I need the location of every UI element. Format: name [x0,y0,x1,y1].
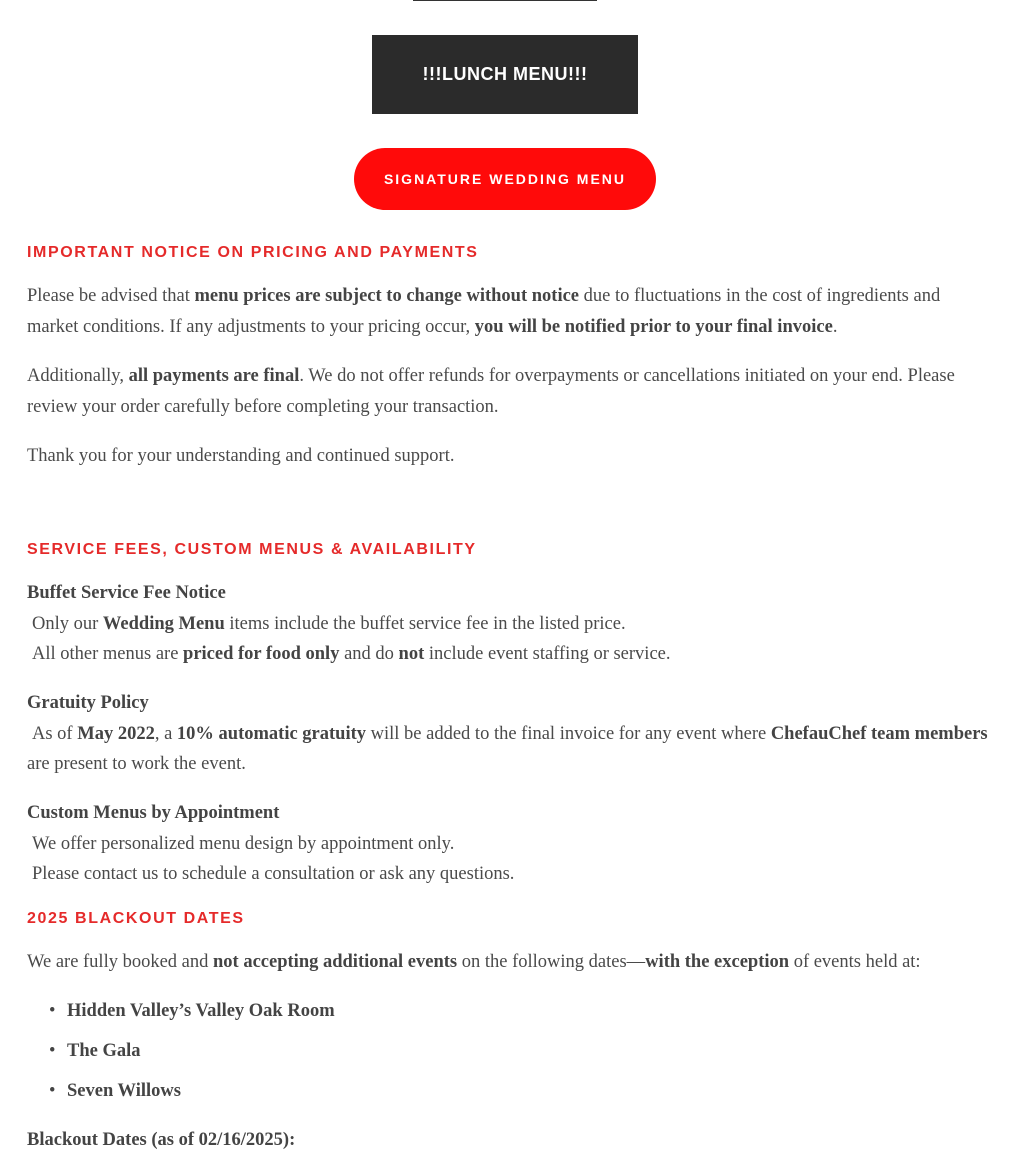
list-item: • Seven Willows [49,1081,181,1101]
top-link-underline [413,0,597,1]
blackout-intro: We are fully booked and not accepting additional events on the following dates—with the exception of events held at: [27,952,921,972]
gratuity-block: Gratuity Policy As of May 2022, a 10% automatic gratuity will be added to the final invoice for any event where ChefauChef team members are present to work the event. [27,693,988,774]
signature-wedding-menu-button[interactable]: SIGNATURE WEDDING MENU [354,148,656,210]
custom-menus-block: Custom Menus by Appointment We offer personalized menu design by appointment only. Please contact us to schedule a consultation or ask any questions. [27,803,515,884]
lunch-menu-button[interactable]: !!!LUNCH MENU!!! [372,35,638,114]
list-item: • The Gala [49,1041,141,1061]
pricing-paragraph: Please be advised that menu prices are subject to change without notice due to fluctuations in the cost of ingredients and market conditions. If any adjustments to your pricing occur, you will be notified prior to your final invoice. [27,286,941,337]
blackout-dates-title: Blackout Dates (as of 02/16/2025): [27,1130,296,1150]
pricing-notice-heading: IMPORTANT NOTICE ON PRICING AND PAYMENTS [27,244,479,261]
blackout-dates-heading: 2025 BLACKOUT DATES [27,910,245,927]
service-fees-heading: SERVICE FEES, CUSTOM MENUS & AVAILABILITY [27,541,477,558]
payments-paragraph: Additionally, all payments are final. We do not offer refunds for overpayments or cancellations initiated on your end. Please review your order carefully before completing your transaction. [27,366,955,417]
venue-exception-list [27,996,335,1116]
list-item: • Hidden Valley’s Valley Oak Room [49,1001,335,1021]
buffet-fee-block: Buffet Service Fee Notice Only our Wedding Menu items include the buffet service fee in the listed price. All other menus are priced for food only and do not include event staffing or service. [27,583,671,664]
thank-you-paragraph: Thank you for your understanding and continued support. [27,446,455,466]
